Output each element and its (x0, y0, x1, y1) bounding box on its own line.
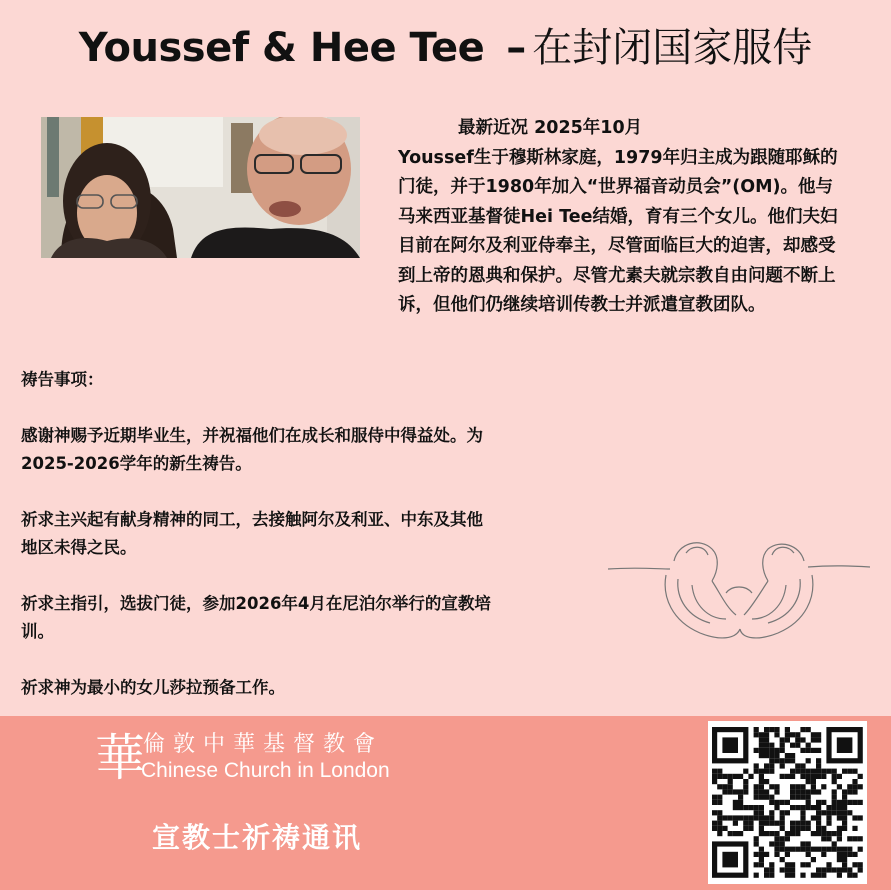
church-logo-mark: 華 (95, 729, 145, 787)
church-name-chinese: 倫敦中華基督教會 (143, 732, 384, 757)
page-title (0, 18, 891, 78)
prayer-item: 感谢神赐予近期毕业生，并祝福他们在成长和服侍中得益处。为2025-2026学年的新生祷告。 (21, 426, 483, 473)
church-name-english: Chinese Church in London (141, 759, 390, 782)
prayer-requests (21, 366, 496, 702)
missionary-names: Youssef & Hee Tee (78, 25, 485, 71)
missionary-couple-photo (41, 117, 360, 258)
update-heading: 最新近况 2025年10月 (458, 118, 643, 138)
prayer-item: 祈求主指引，选拔门徒，参加2026年4月在尼泊尔举行的宣教培训。 (21, 594, 491, 641)
qr-code[interactable] (708, 721, 867, 884)
newsletter-title: 宣教士祈祷通讯 (152, 821, 363, 854)
update-body: Youssef生于穆斯林家庭，1979年归主成为跟随耶稣的门徒，并于1980年加入“世界福音动员会”(OM)。他与马来西亚基督徒Hei Tee结婚，育有三个女儿。他们夫妇目前在阿尔及利亚侍奉主，尽管面临巨大的迫害，却感受到上帝的恩典和保护。尽管尤素夫就宗教自由问题不断上诉，但他们仍继续培训传教士并派遣宣教团队。 (398, 147, 838, 315)
title-subtitle: 在封闭国家服侍 (532, 25, 813, 71)
prayer-heading: 祷告事项： (21, 370, 104, 389)
title-separator: – (506, 25, 527, 71)
footer (0, 716, 891, 890)
praying-hands-icon (608, 535, 870, 647)
latest-update (398, 114, 848, 321)
prayer-item: 祈求主兴起有献身精神的同工，去接触阿尔及利亚、中东及其他地区未得之民。 (21, 510, 483, 557)
prayer-item: 祈求神为最小的女儿莎拉预备工作。 (21, 678, 285, 697)
